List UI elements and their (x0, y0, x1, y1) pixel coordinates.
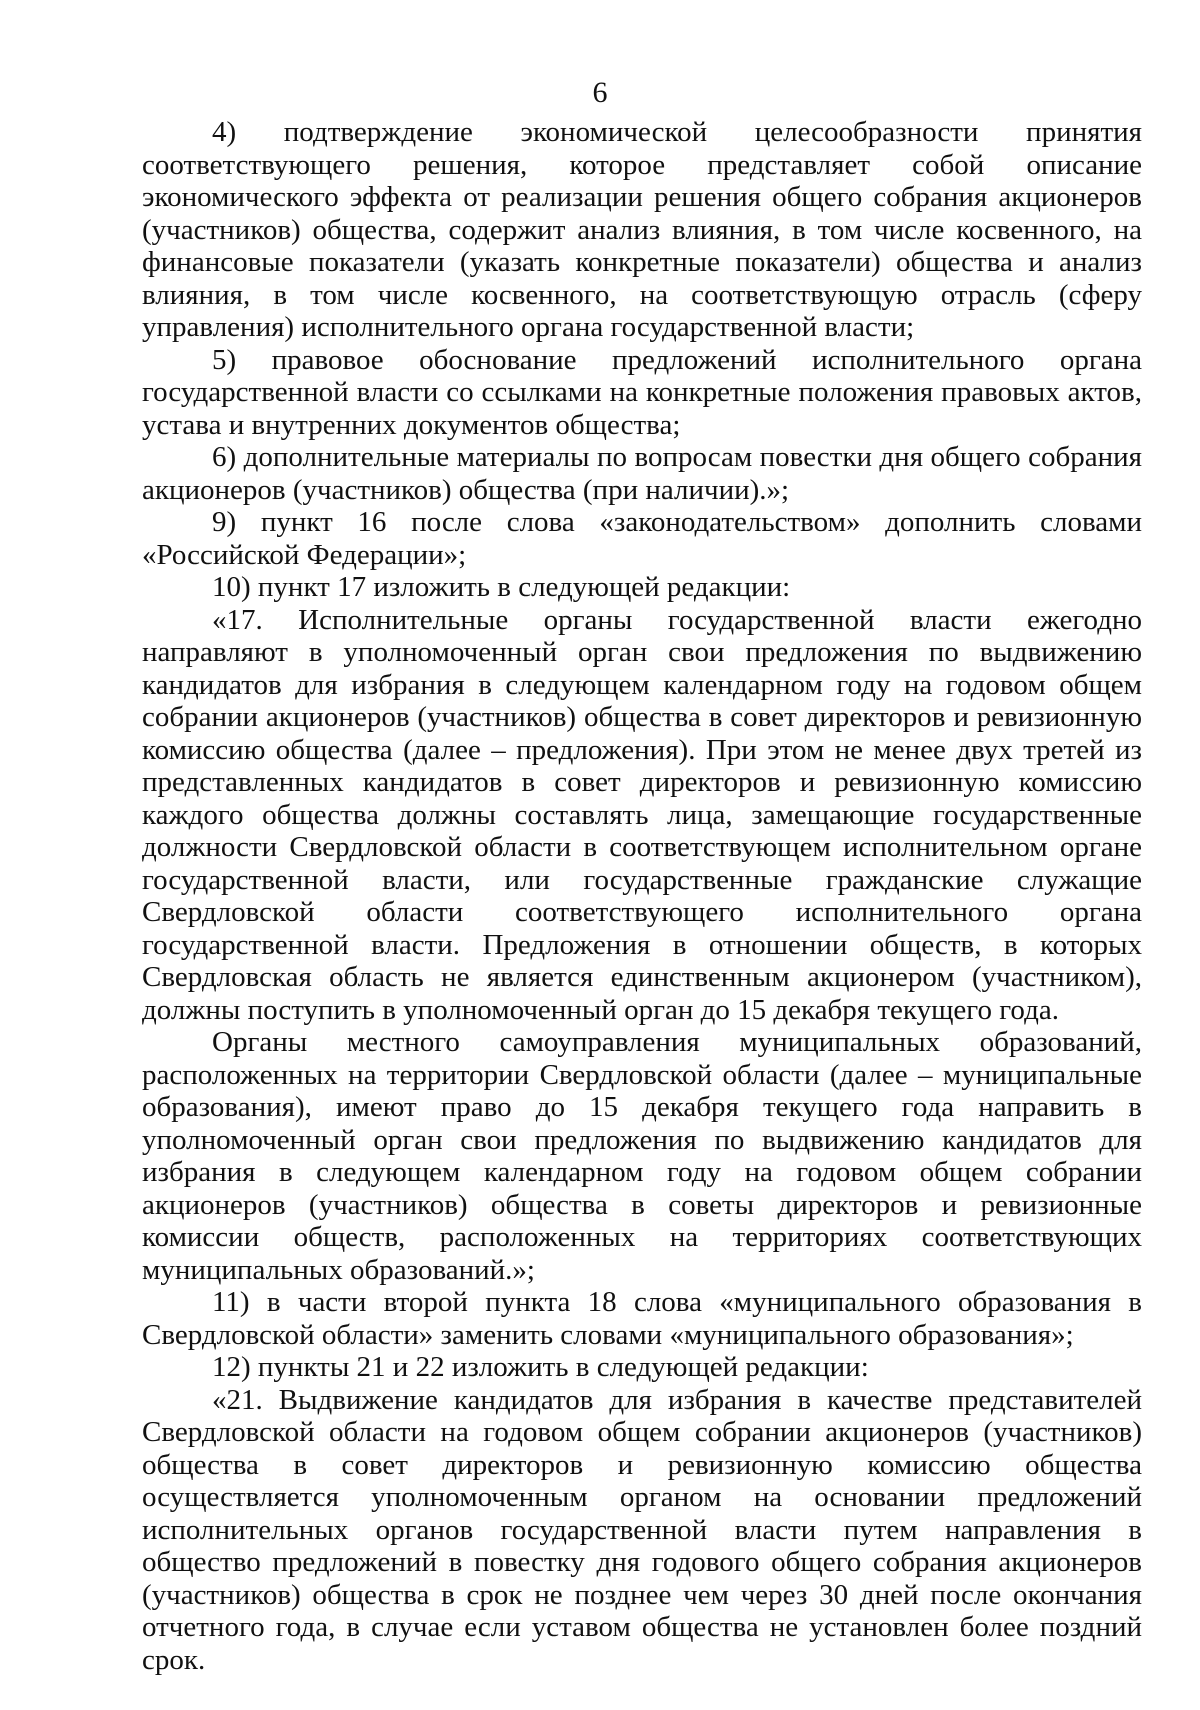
page-number: 6 (592, 76, 608, 109)
document-body (142, 116, 1142, 1676)
paragraph-amendment-12: 12) пункты 21 и 22 изложить в следующей редакции: (212, 1351, 869, 1383)
paragraph-amendment-10: 10) пункт 17 изложить в следующей редакции: (212, 571, 791, 603)
paragraph-clause-17-municipal: Органы местного самоуправления муниципальных образований, расположенных на территории Свердловской области (далее – муниципальные образования), имеют право до 15 декабря текущего года направить в уполномоченный орган свои предложения по выдвижению кандидатов для избрания в следующем календарном году на годовом общем собрании акционеров (участников) общества в советы директоров и ревизионные комиссии обществ, расположенных на территориях соответствующих муниципальных образований.»; (142, 1026, 1142, 1286)
paragraph-amendment-9: 9) пункт 16 после слова «законодательством» дополнить словами «Российской Федерации»; (142, 506, 1142, 571)
paragraph-item-5-legal-justification: 5) правовое обоснование предложений исполнительного органа государственной власти со ссылками на конкретные положения правовых актов, устава и внутренних документов общества; (142, 343, 1142, 441)
paragraph-clause-21: «21. Выдвижение кандидатов для избрания в качестве представителей Свердловской области на годовом общем собрании акционеров (участников) общества в совет директоров и ревизионную комиссию общества осуществляется уполномоченным органом на основании предложений исполнительных органов государственной власти путем направления в общество предложений в повестку дня годового общего собрания акционеров (участников) общества в срок не позднее чем через 30 дней после окончания отчетного года, в случае если уставом общества не установлен более поздний срок. (142, 1383, 1142, 1676)
paragraph-clause-17: «17. Исполнительные органы государственной власти ежегодно направляют в уполномоченный орган свои предложения по выдвижению кандидатов для избрания в следующем календарном году на годовом общем собрании акционеров (участников) общества в совет директоров и ревизионную комиссию общества (далее – предложения). При этом не менее двух третей из представленных кандидатов в совет директоров и ревизионную комиссию каждого общества должны составлять лица, замещающие государственные должности Свердловской области в соответствующем исполнительном органе государственной власти, или государственные гражданские служащие Свердловской области соответствующего исполнительного органа государственной власти. Предложения в отношении обществ, в которых Свердловская область не является единственным акционером (участником), должны поступить в уполномоченный орган до 15 декабря текущего года. (142, 603, 1142, 1026)
paragraph-amendment-11: 11) в части второй пункта 18 слова «муниципального образования в Свердловской области» заменить словами «муниципального образования»; (142, 1286, 1142, 1351)
paragraph-item-6-additional-materials: 6) дополнительные материалы по вопросам повестки дня общего собрания акционеров (участников) общества (при наличии).»; (142, 441, 1142, 506)
paragraph-item-4-economic-feasibility: 4) подтверждение экономической целесообразности принятия соответствующего решения, которое представляет собой описание экономического эффекта от реализации решения общего собрания акционеров (участников) общества, содержит анализ влияния, в том числе косвенного, на финансовые показатели (указать конкретные показатели) общества и анализ влияния, в том числе косвенного, на соответствующую отрасль (сферу управления) исполнительного органа государственной власти; (142, 116, 1142, 343)
